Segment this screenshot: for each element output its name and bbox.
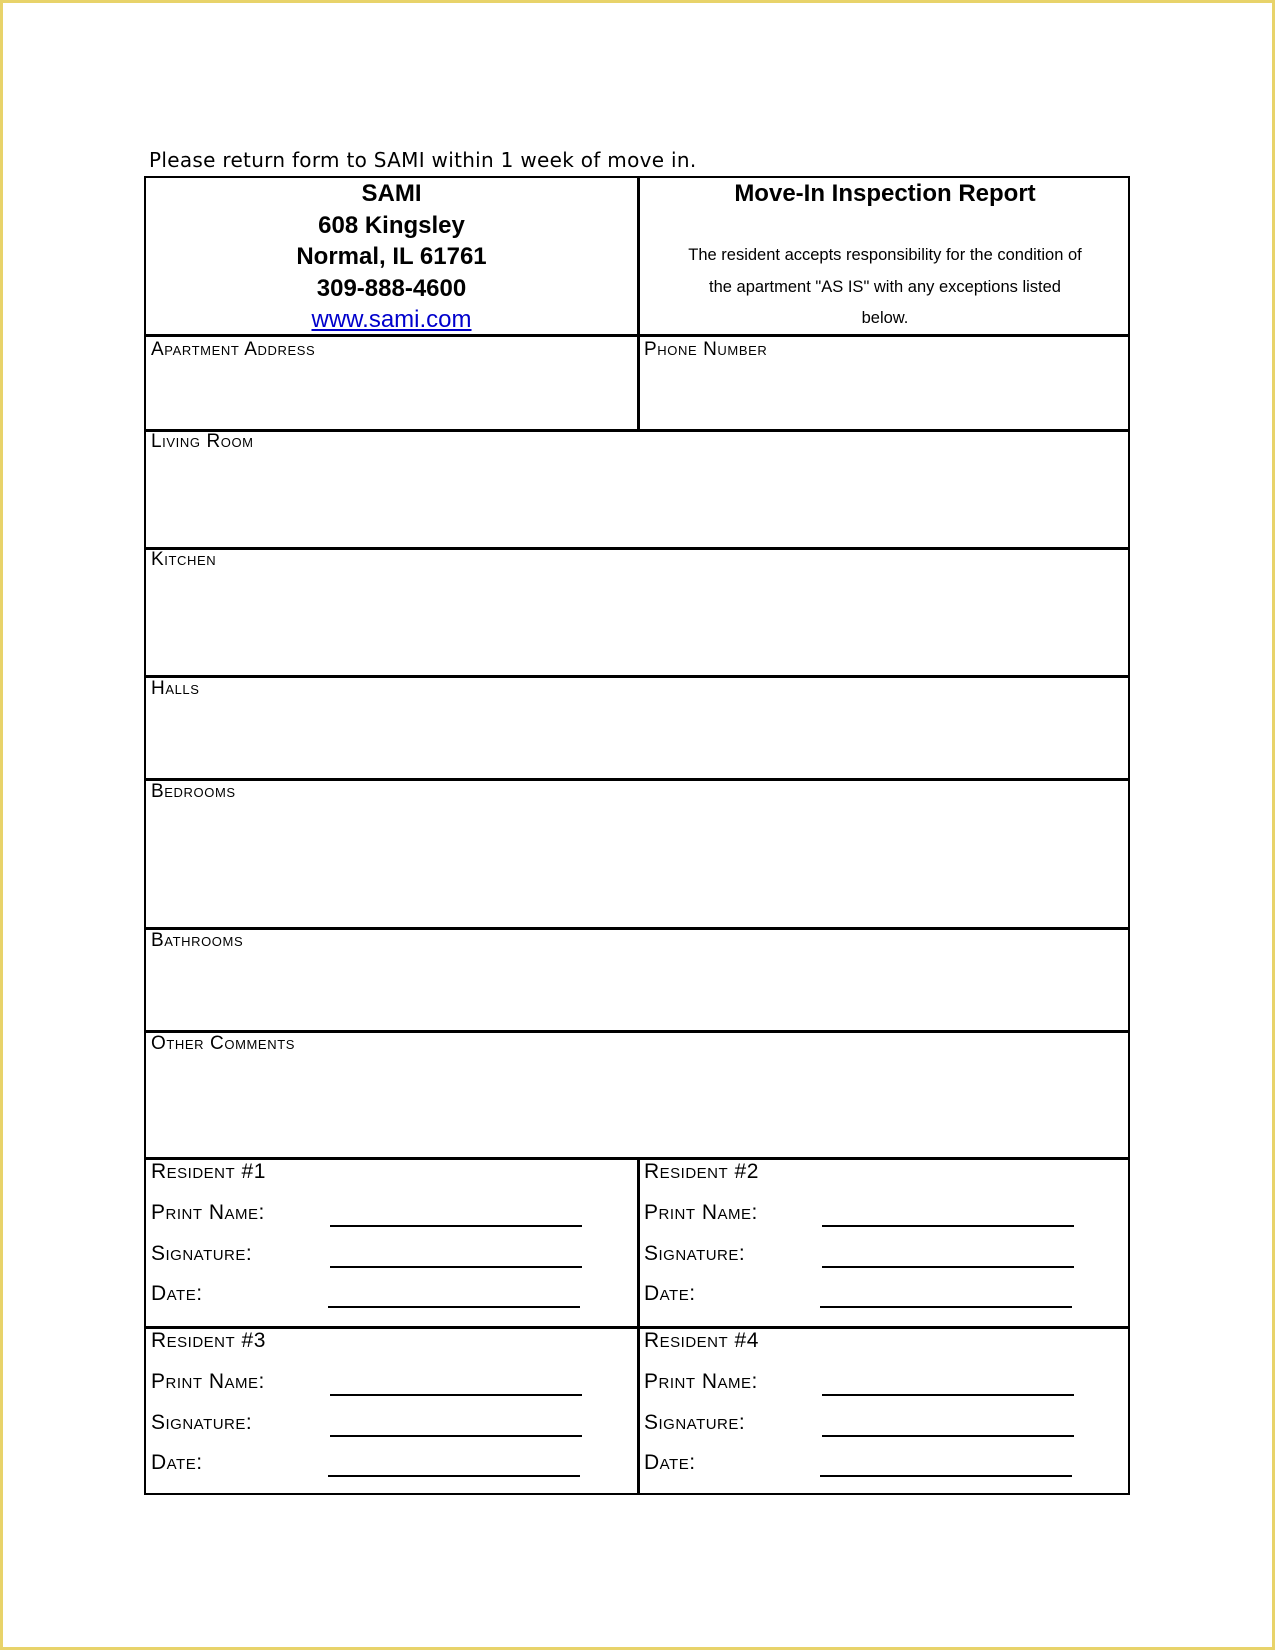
company-street: 608 Kingsley: [318, 211, 465, 239]
bathrooms-field[interactable]: Bathrooms: [151, 930, 244, 951]
other-comments-field[interactable]: Other Comments: [151, 1033, 296, 1054]
column-divider: [637, 1157, 640, 1495]
signature-line[interactable]: [330, 1435, 582, 1437]
report-description: The resident accepts responsibility for the condition of the apartment "AS IS" with any exceptions listed below.: [688, 246, 1082, 327]
date-line[interactable]: [328, 1306, 580, 1308]
print-name-line[interactable]: [330, 1394, 582, 1396]
divider: [146, 547, 1128, 550]
apartment-address-field[interactable]: Apartment Address: [151, 339, 316, 360]
date-line[interactable]: [820, 1306, 1072, 1308]
signature-label: Signature:: [644, 1411, 746, 1434]
divider: [146, 675, 1128, 678]
print-name-line[interactable]: [822, 1394, 1074, 1396]
kitchen-field[interactable]: Kitchen: [151, 549, 217, 570]
resident-title: Resident #2: [644, 1160, 759, 1183]
print-name-label: Print Name:: [644, 1201, 758, 1224]
company-city: Normal, IL 61761: [296, 243, 487, 271]
date-label: Date:: [151, 1282, 203, 1305]
living-room-field[interactable]: Living Room: [151, 431, 254, 452]
report-header: [640, 178, 1130, 335]
divider: [146, 927, 1128, 930]
print-name-line[interactable]: [822, 1225, 1074, 1227]
date-line[interactable]: [820, 1475, 1072, 1477]
signature-label: Signature:: [151, 1242, 253, 1265]
signature-label: Signature:: [151, 1411, 253, 1434]
report-title: Move-In Inspection Report: [734, 180, 1036, 207]
date-label: Date:: [151, 1451, 203, 1474]
return-instruction: Please return form to SAMI within 1 week of move in.: [149, 148, 697, 172]
company-website-link[interactable]: www.sami.com: [311, 306, 472, 334]
print-name-label: Print Name:: [151, 1201, 265, 1224]
resident-title: Resident #4: [644, 1329, 759, 1352]
signature-label: Signature:: [644, 1242, 746, 1265]
signature-line[interactable]: [822, 1266, 1074, 1268]
print-name-line[interactable]: [330, 1225, 582, 1227]
company-phone: 309-888-4600: [316, 274, 467, 302]
date-label: Date:: [644, 1282, 696, 1305]
signature-line[interactable]: [330, 1266, 582, 1268]
divider: [146, 778, 1128, 781]
inspection-form: [144, 176, 1130, 1495]
halls-field[interactable]: Halls: [151, 678, 200, 699]
resident-title: Resident #3: [151, 1329, 266, 1352]
print-name-label: Print Name:: [151, 1370, 265, 1393]
print-name-label: Print Name:: [644, 1370, 758, 1393]
signature-line[interactable]: [822, 1435, 1074, 1437]
bedrooms-field[interactable]: Bedrooms: [151, 781, 236, 802]
date-line[interactable]: [328, 1475, 580, 1477]
company-name: SAMI: [361, 180, 422, 207]
date-label: Date:: [644, 1451, 696, 1474]
resident-title: Resident #1: [151, 1160, 266, 1183]
phone-number-field[interactable]: Phone Number: [644, 339, 768, 360]
column-divider: [637, 178, 640, 430]
company-info: [146, 178, 637, 336]
